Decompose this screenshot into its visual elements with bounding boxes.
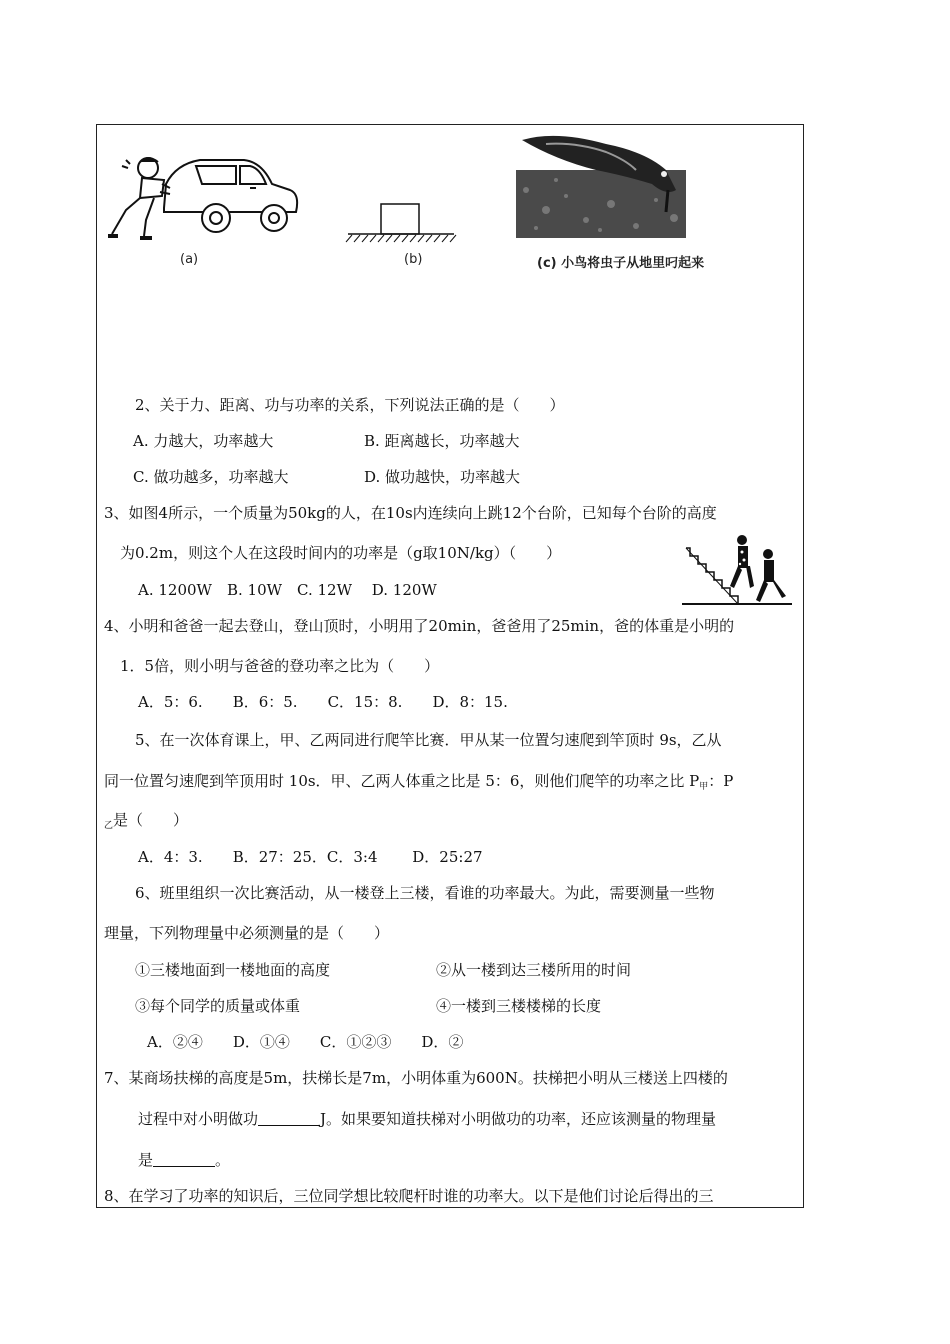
q5-stem-line2 <box>104 771 733 797</box>
q3-stem-line1: 3、如图4所示，一个质量为50kg的人，在10s内连续向上跳12个台阶，已知每个台阶的高度 <box>104 504 717 522</box>
figure-a-caption: (a) <box>180 252 199 267</box>
q5-sub-jia: 甲 <box>699 782 709 792</box>
q2-option-b: B. 距离越长，功率越大 <box>364 432 520 450</box>
q7-answer-blank-quantity[interactable] <box>153 1152 215 1167</box>
q6-options: A．②④ D．①④ C．①②③ D．② <box>147 1033 464 1051</box>
q5-options: A．4：3. B．27：25．C．3:4 D．25:27 <box>138 848 483 866</box>
q6-stem-line2: 理量，下列物理量中必须测量的是（ ） <box>104 924 390 942</box>
q7-text-d: 。 <box>215 1151 231 1169</box>
q5-stem-text: 同一位置匀速爬到竿顶用时 10s．甲、乙两人体重之比是 5：6，则他们爬竿的功率之比 P <box>104 772 700 790</box>
q2-stem: 2、关于力、距离、功与功率的关系，下列说法正确的是（ ） <box>135 396 565 414</box>
q5-colon-p: ：P <box>708 772 734 790</box>
q7-answer-blank-work[interactable] <box>258 1111 320 1126</box>
q2-option-a: A. 力越大，功率越大 <box>133 432 274 450</box>
q7-stem-line2 <box>138 1109 716 1129</box>
q2-option-d: D. 做功越快，功率越大 <box>364 468 521 486</box>
q5-stem-line1: 5、在一次体育课上，甲、乙两同进行爬竿比赛．甲从某一位置匀速爬到竿顶时 9s，乙从 <box>135 731 722 749</box>
q4-options: A．5：6. B．6：5. C．15：8. D．8：15. <box>138 693 508 711</box>
q7-text-b: J。如果要知道扶梯对小明做功的功率，还应该测量的物理量 <box>320 1110 717 1128</box>
figure-4-staircase <box>676 530 796 606</box>
q6-item-1: ①三楼地面到一楼地面的高度 <box>135 961 331 979</box>
q2-option-c: C. 做功越多，功率越大 <box>133 468 289 486</box>
figure-b-caption: (b) <box>404 252 423 267</box>
q8-stem-line1: 8、在学习了功率的知识后，三位同学想比较爬杆时谁的功率大。以下是他们讨论后得出的三 <box>104 1187 714 1205</box>
q4-stem-line2: 1．5倍，则小明与爸爸的登功率之比为（ ） <box>120 657 440 675</box>
figure-c-bird-photo <box>516 130 686 238</box>
q4-stem-line1: 4、小明和爸爸一起去登山，登山顶时，小明用了20min，爸爸用了25min，爸的体重是小明的 <box>104 617 735 635</box>
q7-text-a: 过程中对小明做功 <box>138 1110 259 1128</box>
q5-stem-line3 <box>104 810 188 836</box>
figure-a-car-push <box>104 150 304 245</box>
q6-item-2: ②从一楼到达三楼所用的时间 <box>436 961 632 979</box>
figure-b-block <box>344 200 458 244</box>
q3-options: A. 1200W B. 10W C. 12W D. 120W <box>138 581 437 599</box>
q7-stem-line1: 7、某商场扶梯的高度是5m，扶梯长是7m，小明体重为600N。扶梯把小明从三楼送上四楼的 <box>104 1069 728 1087</box>
q5-sub-yi: 乙 <box>104 821 114 831</box>
q6-stem-line1: 6、班里组织一次比赛活动，从一楼登上三楼，看谁的功率最大。为此，需要测量一些物 <box>135 884 715 902</box>
q6-item-3: ③每个同学的质量或体重 <box>135 997 301 1015</box>
q6-item-4: ④一楼到三楼楼梯的长度 <box>436 997 602 1015</box>
q5-stem-end: 是（ ） <box>113 811 189 829</box>
q7-stem-line3 <box>138 1150 230 1170</box>
q3-stem-line2: 为0.2m，则这个人在这段时间内的功率是（g取10N/kg）（ ） <box>120 544 562 562</box>
figure-c-caption: (c) 小鸟将虫子从地里叼起来 <box>537 256 705 271</box>
q7-text-c: 是 <box>138 1151 154 1169</box>
